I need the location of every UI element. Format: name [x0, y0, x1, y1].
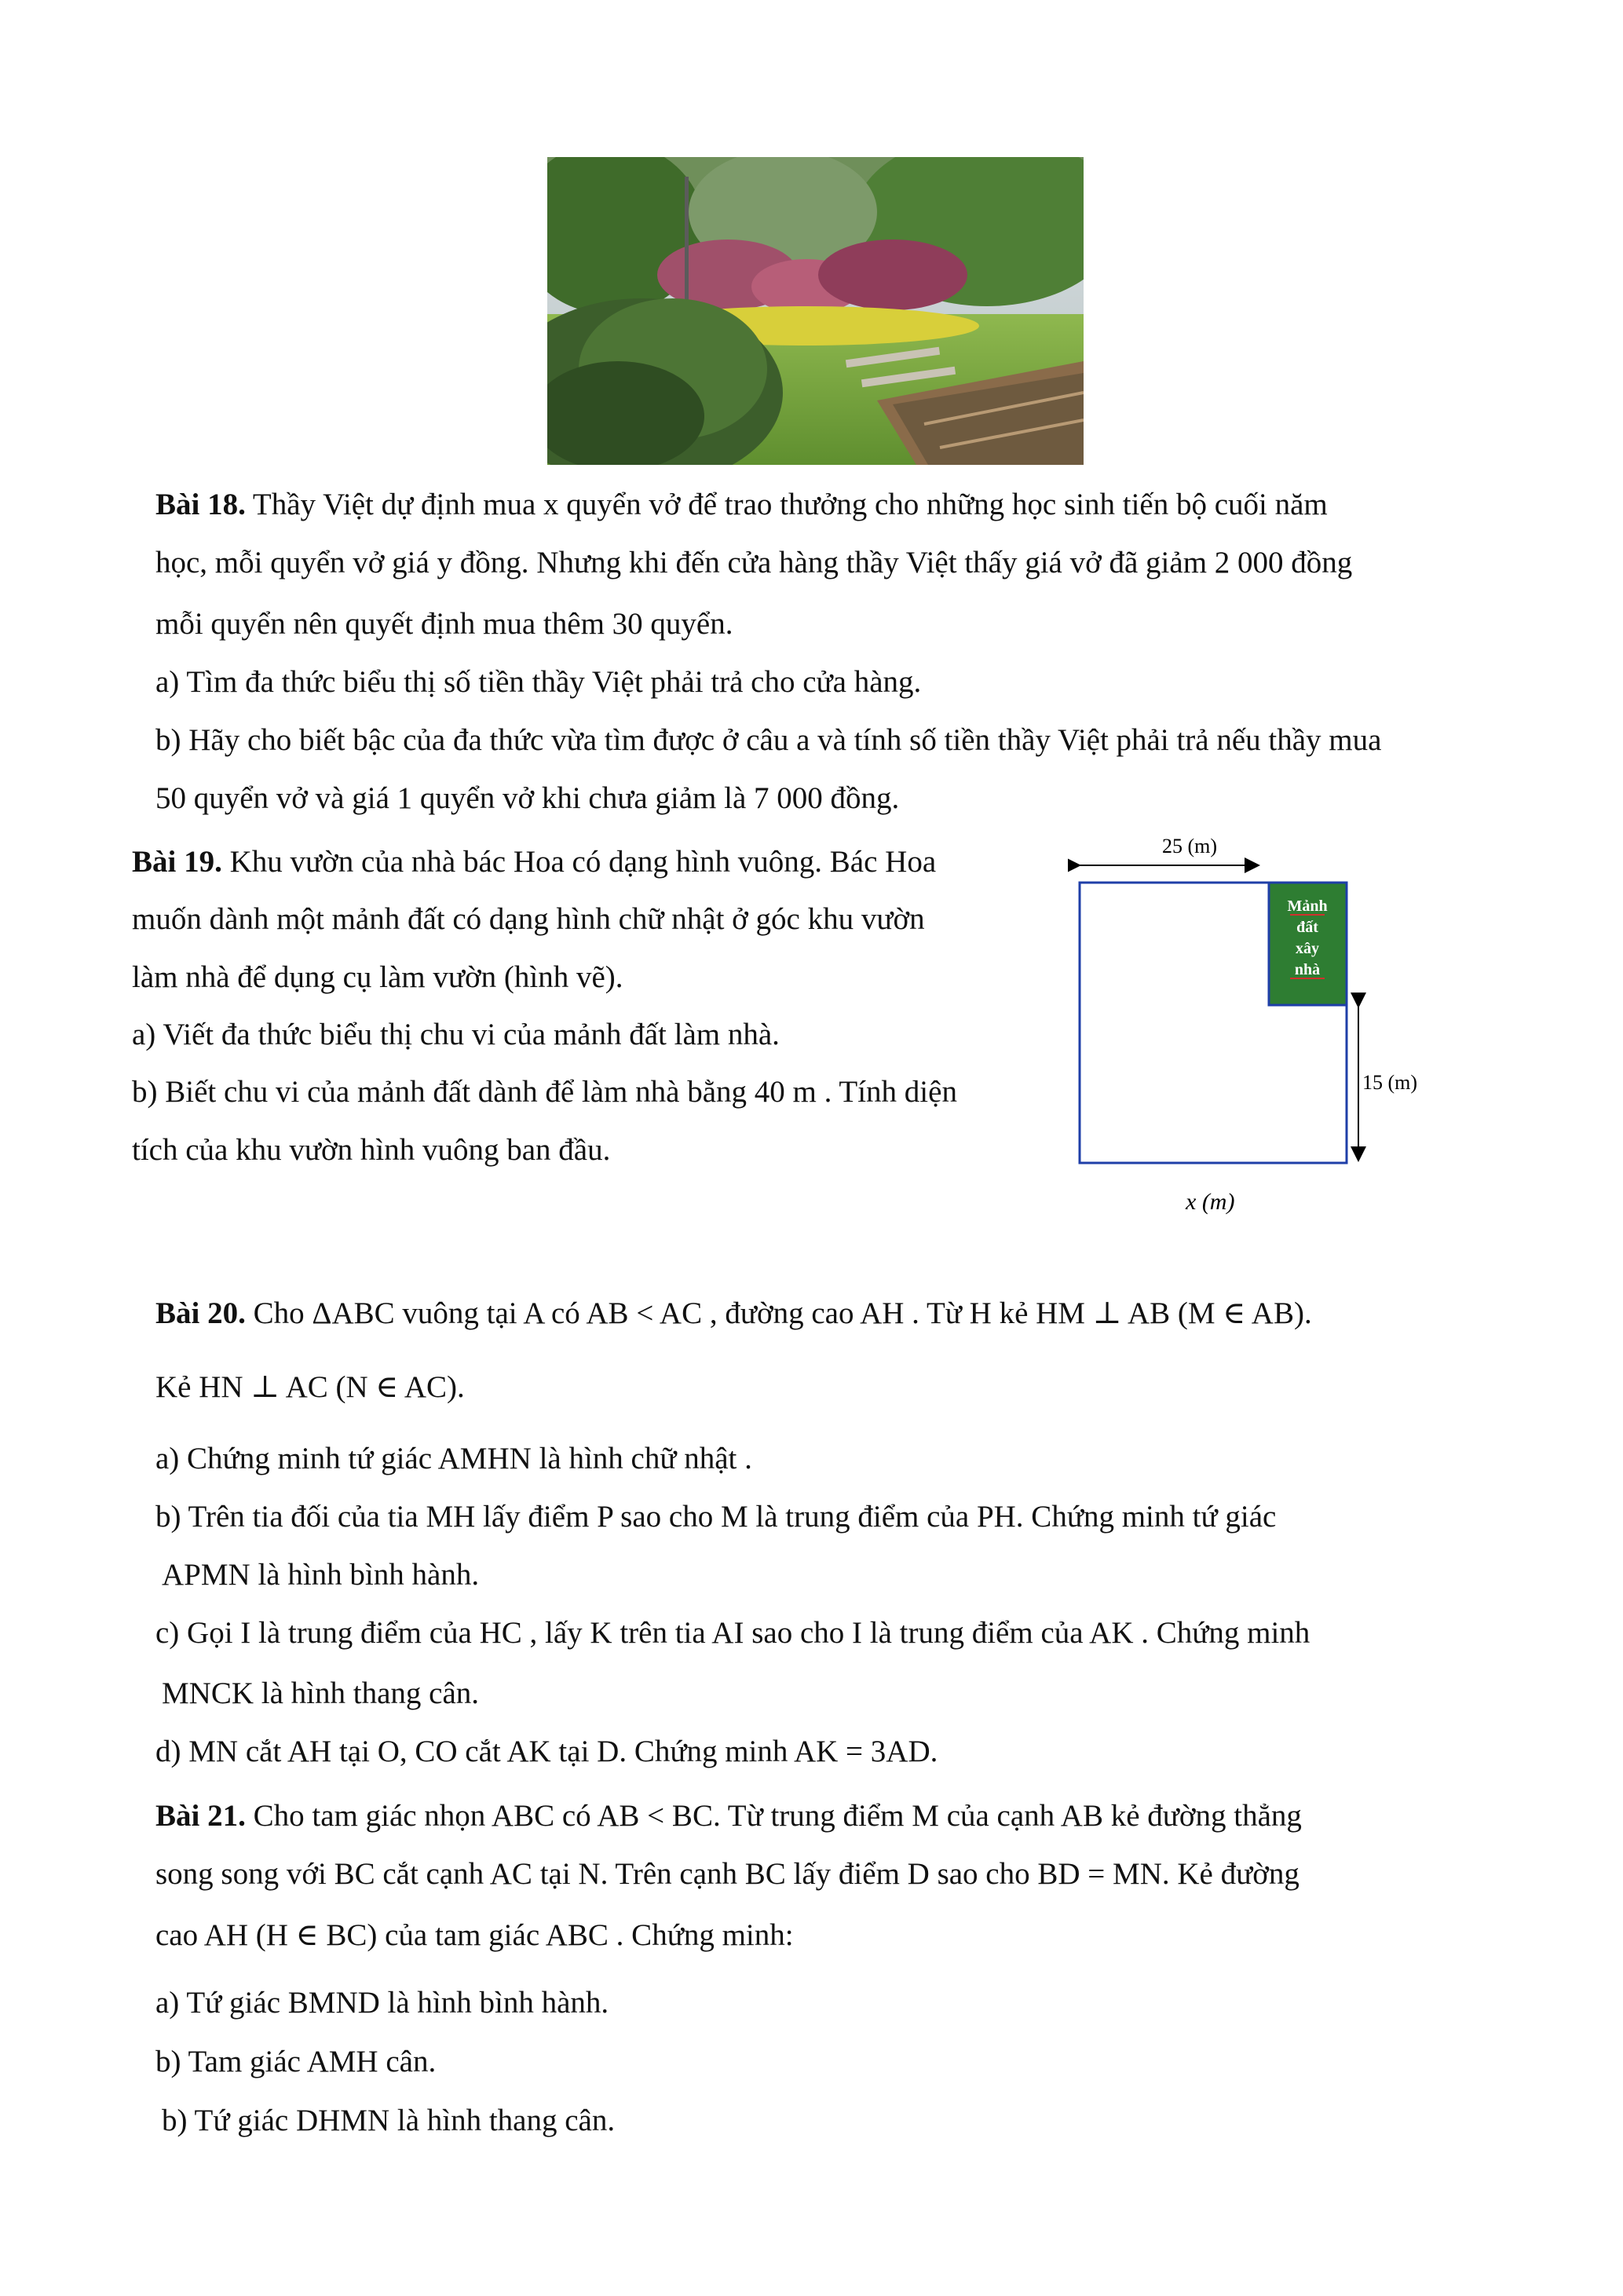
b19-part-b-1: b) Biết chu vi của mảnh đất dành để làm nhà bằng 40 m . Tính diện	[132, 1075, 957, 1109]
b20-part-d: d) MN cắt AH tại O, CO cắt AK tại D. Chứng minh AK = 3AD.	[155, 1735, 938, 1768]
b18-part-b-1: b) Hãy cho biết bậc của đa thức vừa tìm được ở câu a và tính số tiền thầy Việt phải trả nếu thầy mua	[155, 723, 1382, 757]
b18-line-1	[155, 487, 1328, 523]
b20-part-a: a) Chứng minh tứ giác AMHN là hình chữ nhật .	[155, 1442, 752, 1475]
b19-line-3: làm nhà để dụng cụ làm vườn (hình vẽ).	[132, 960, 623, 994]
b20-line-1	[155, 1296, 1312, 1332]
plot-text-1: Mảnh	[1287, 898, 1328, 915]
bottom-dimension-label: x (m)	[1186, 1189, 1235, 1215]
b19-part-b-2: tích của khu vườn hình vuông ban đầu.	[132, 1133, 611, 1167]
b18-part-a: a) Tìm đa thức biểu thị số tiền thầy Việt phải trả cho cửa hàng.	[155, 665, 922, 699]
b20-label: Bài 20.	[155, 1296, 246, 1330]
b18-part-b-2: 50 quyển vở và giá 1 quyển vở khi chưa giảm là 7 000 đồng.	[155, 781, 900, 815]
b20-part-b-2: APMN là hình bình hành.	[162, 1558, 480, 1592]
b20-part-c-1: c) Gọi I là trung điểm của HC , lấy K trên tia AI sao cho I là trung điểm của AK . Chứng minh	[155, 1616, 1310, 1650]
b21-part-a: a) Tứ giác BMND là hình bình hành.	[155, 1986, 609, 2020]
b19-line-1	[132, 844, 936, 880]
b19-label: Bài 19.	[132, 845, 222, 879]
b19-line-2: muốn dành một mảnh đất có dạng hình chữ nhật ở góc khu vườn	[132, 902, 925, 936]
b21-label: Bài 21.	[155, 1799, 246, 1833]
b21-part-c: b) Tứ giác DHMN là hình thang cân.	[162, 2104, 616, 2137]
garden-diagram	[1068, 824, 1460, 1225]
b19-text-1: Khu vườn của nhà bác Hoa có dạng hình vuông. Bác Hoa	[229, 845, 937, 879]
b21-line-1	[155, 1798, 1302, 1834]
b19-part-a: a) Viết đa thức biểu thị chu vi của mảnh đất làm nhà.	[132, 1018, 780, 1051]
b20-text-1: Cho ΔABC vuông tại A có AB < AC , đường cao AH . Từ H kẻ HM ⊥ AB (M ∈ AB).	[253, 1296, 1312, 1330]
top-dimension-label: 25 (m)	[1162, 835, 1218, 857]
b18-label: Bài 18.	[155, 488, 246, 521]
b18-text-1: Thầy Việt dự định mua x quyển vở để trao thưởng cho những học sinh tiến bộ cuối năm	[252, 488, 1328, 521]
top-dimension	[1080, 835, 1259, 865]
b18-line-3: mỗi quyển nên quyết định mua thêm 30 quyển.	[155, 607, 733, 641]
garden-photo	[547, 157, 1084, 465]
plot-text-4: nhà	[1294, 961, 1321, 978]
b20-part-c-2: MNCK là hình thang cân.	[162, 1676, 480, 1710]
b18-line-2: học, mỗi quyển vở giá y đồng. Nhưng khi đến cửa hàng thầy Việt thấy giá vở đã giảm 2 000 đồng	[155, 546, 1353, 579]
right-dimension-label: 15 (m)	[1362, 1071, 1418, 1094]
plot-text-3: xây	[1296, 940, 1319, 957]
b21-part-b: b) Tam giác AMH cân.	[155, 2045, 437, 2078]
b20-part-b-1: b) Trên tia đối của tia MH lấy điểm P sao cho M là trung điểm của PH. Chứng minh tứ giác	[155, 1500, 1277, 1534]
b21-line-3: cao AH (H ∈ BC) của tam giác ABC . Chứng minh:	[155, 1918, 794, 1952]
b21-line-2: song song với BC cắt cạnh AC tại N. Trên cạnh BC lấy điểm D sao cho BD = MN. Kẻ đường	[155, 1857, 1299, 1891]
right-dimension	[1358, 1007, 1417, 1161]
plot-text-2: đất	[1296, 919, 1318, 936]
b21-text-1: Cho tam giác nhọn ABC có AB < BC. Từ trung điểm M của cạnh AB kẻ đường thẳng	[253, 1799, 1302, 1833]
b20-line-2: Kẻ HN ⊥ AC (N ∈ AC).	[155, 1370, 465, 1404]
